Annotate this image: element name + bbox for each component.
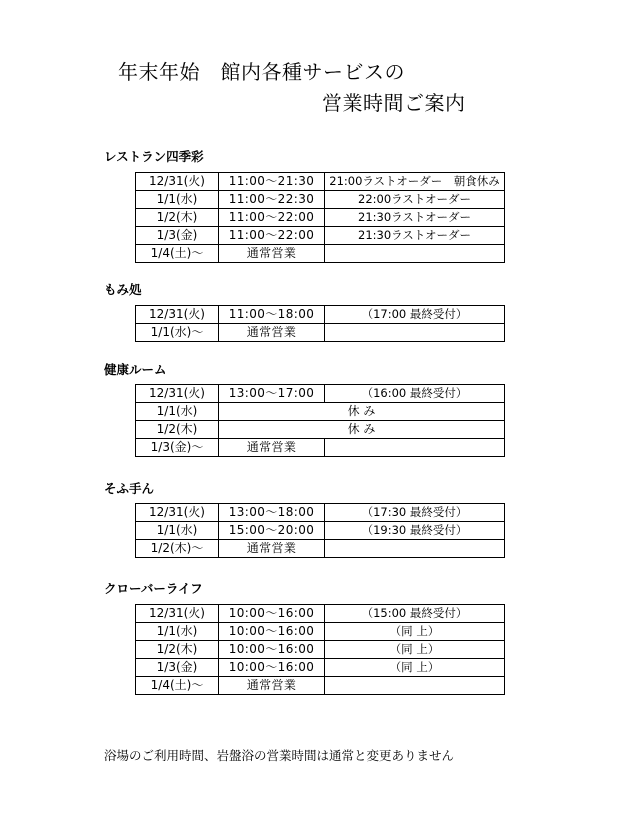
note-cell [325, 677, 505, 695]
hours-table-clover-life [135, 604, 505, 695]
date-cell: 12/31(火) [136, 605, 219, 623]
note-cell: （同 上） [325, 623, 505, 641]
time-cell: 11:00～18:00 [219, 306, 325, 324]
note-cell: （17:30 最終受付） [325, 504, 505, 522]
table-row [136, 504, 505, 522]
note-cell: 21:30ラストオーダー [325, 227, 505, 245]
time-cell: 15:00～20:00 [219, 522, 325, 540]
date-cell: 12/31(火) [136, 306, 219, 324]
section-heading-health-room: 健康ルーム [104, 362, 167, 377]
table-row [136, 324, 505, 342]
time-cell: 13:00～17:00 [219, 385, 325, 403]
table-row [136, 605, 505, 623]
time-cell: 11:00～21:30 [219, 173, 325, 191]
closed-cell: 休 み [219, 403, 505, 421]
time-cell: 11:00～22:30 [219, 191, 325, 209]
time-cell: 10:00～16:00 [219, 623, 325, 641]
date-cell: 1/3(金) [136, 659, 219, 677]
date-cell: 1/1(水)～ [136, 324, 219, 342]
table-row [136, 540, 505, 558]
table-row [136, 623, 505, 641]
time-cell: 11:00～22:00 [219, 227, 325, 245]
hours-table-health-room [135, 384, 505, 457]
date-cell: 1/1(水) [136, 623, 219, 641]
note-cell [325, 245, 505, 263]
table-row [136, 421, 505, 439]
table-row [136, 522, 505, 540]
section-heading-massage: もみ処 [104, 282, 142, 297]
time-cell: 通常営業 [219, 540, 325, 558]
date-cell: 1/3(金) [136, 227, 219, 245]
hours-table-sofuten [135, 503, 505, 558]
time-cell: 11:00～22:00 [219, 209, 325, 227]
note-cell: （15:00 最終受付） [325, 605, 505, 623]
date-cell: 1/1(水) [136, 191, 219, 209]
table-row [136, 306, 505, 324]
note-cell: 21:00ラストオーダー 朝食休み [325, 173, 505, 191]
table-row [136, 403, 505, 421]
table-row [136, 245, 505, 263]
date-cell: 1/1(水) [136, 522, 219, 540]
table-row [136, 385, 505, 403]
date-cell: 1/2(木)～ [136, 540, 219, 558]
hours-table-massage [135, 305, 505, 342]
footer-note: 浴場のご利用時間、岩盤浴の営業時間は通常と変更ありません [104, 748, 455, 763]
table-row [136, 173, 505, 191]
time-cell: 10:00～16:00 [219, 659, 325, 677]
date-cell: 1/2(木) [136, 421, 219, 439]
time-cell: 10:00～16:00 [219, 605, 325, 623]
date-cell: 1/3(金)～ [136, 439, 219, 457]
time-cell: 通常営業 [219, 677, 325, 695]
hours-table-restaurant [135, 172, 505, 263]
date-cell: 1/4(土)～ [136, 677, 219, 695]
table-row [136, 641, 505, 659]
note-cell: 21:30ラストオーダー [325, 209, 505, 227]
table-row [136, 209, 505, 227]
page-title-line2: 営業時間ご案内 [322, 91, 466, 115]
note-cell [325, 540, 505, 558]
page-title-line1: 年末年始 館内各種サービスの [118, 60, 405, 84]
section-heading-restaurant: レストラン四季彩 [104, 149, 204, 164]
time-cell: 通常営業 [219, 245, 325, 263]
table-row [136, 191, 505, 209]
time-cell: 13:00～18:00 [219, 504, 325, 522]
table-row [136, 659, 505, 677]
date-cell: 1/2(木) [136, 641, 219, 659]
time-cell: 通常営業 [219, 324, 325, 342]
date-cell: 1/4(土)～ [136, 245, 219, 263]
closed-cell: 休 み [219, 421, 505, 439]
note-cell [325, 439, 505, 457]
table-row [136, 677, 505, 695]
note-cell: （同 上） [325, 659, 505, 677]
date-cell: 12/31(火) [136, 385, 219, 403]
table-row [136, 227, 505, 245]
time-cell: 通常営業 [219, 439, 325, 457]
note-cell: （同 上） [325, 641, 505, 659]
note-cell: 22:00ラストオーダー [325, 191, 505, 209]
time-cell: 10:00～16:00 [219, 641, 325, 659]
note-cell [325, 324, 505, 342]
table-row [136, 439, 505, 457]
date-cell: 12/31(火) [136, 504, 219, 522]
note-cell: （17:00 最終受付） [325, 306, 505, 324]
date-cell: 1/2(木) [136, 209, 219, 227]
date-cell: 12/31(火) [136, 173, 219, 191]
note-cell: （16:00 最終受付） [325, 385, 505, 403]
date-cell: 1/1(水) [136, 403, 219, 421]
note-cell: （19:30 最終受付） [325, 522, 505, 540]
section-heading-clover-life: クローバーライフ [104, 581, 203, 596]
section-heading-sofuten: そふ手ん [104, 481, 155, 496]
